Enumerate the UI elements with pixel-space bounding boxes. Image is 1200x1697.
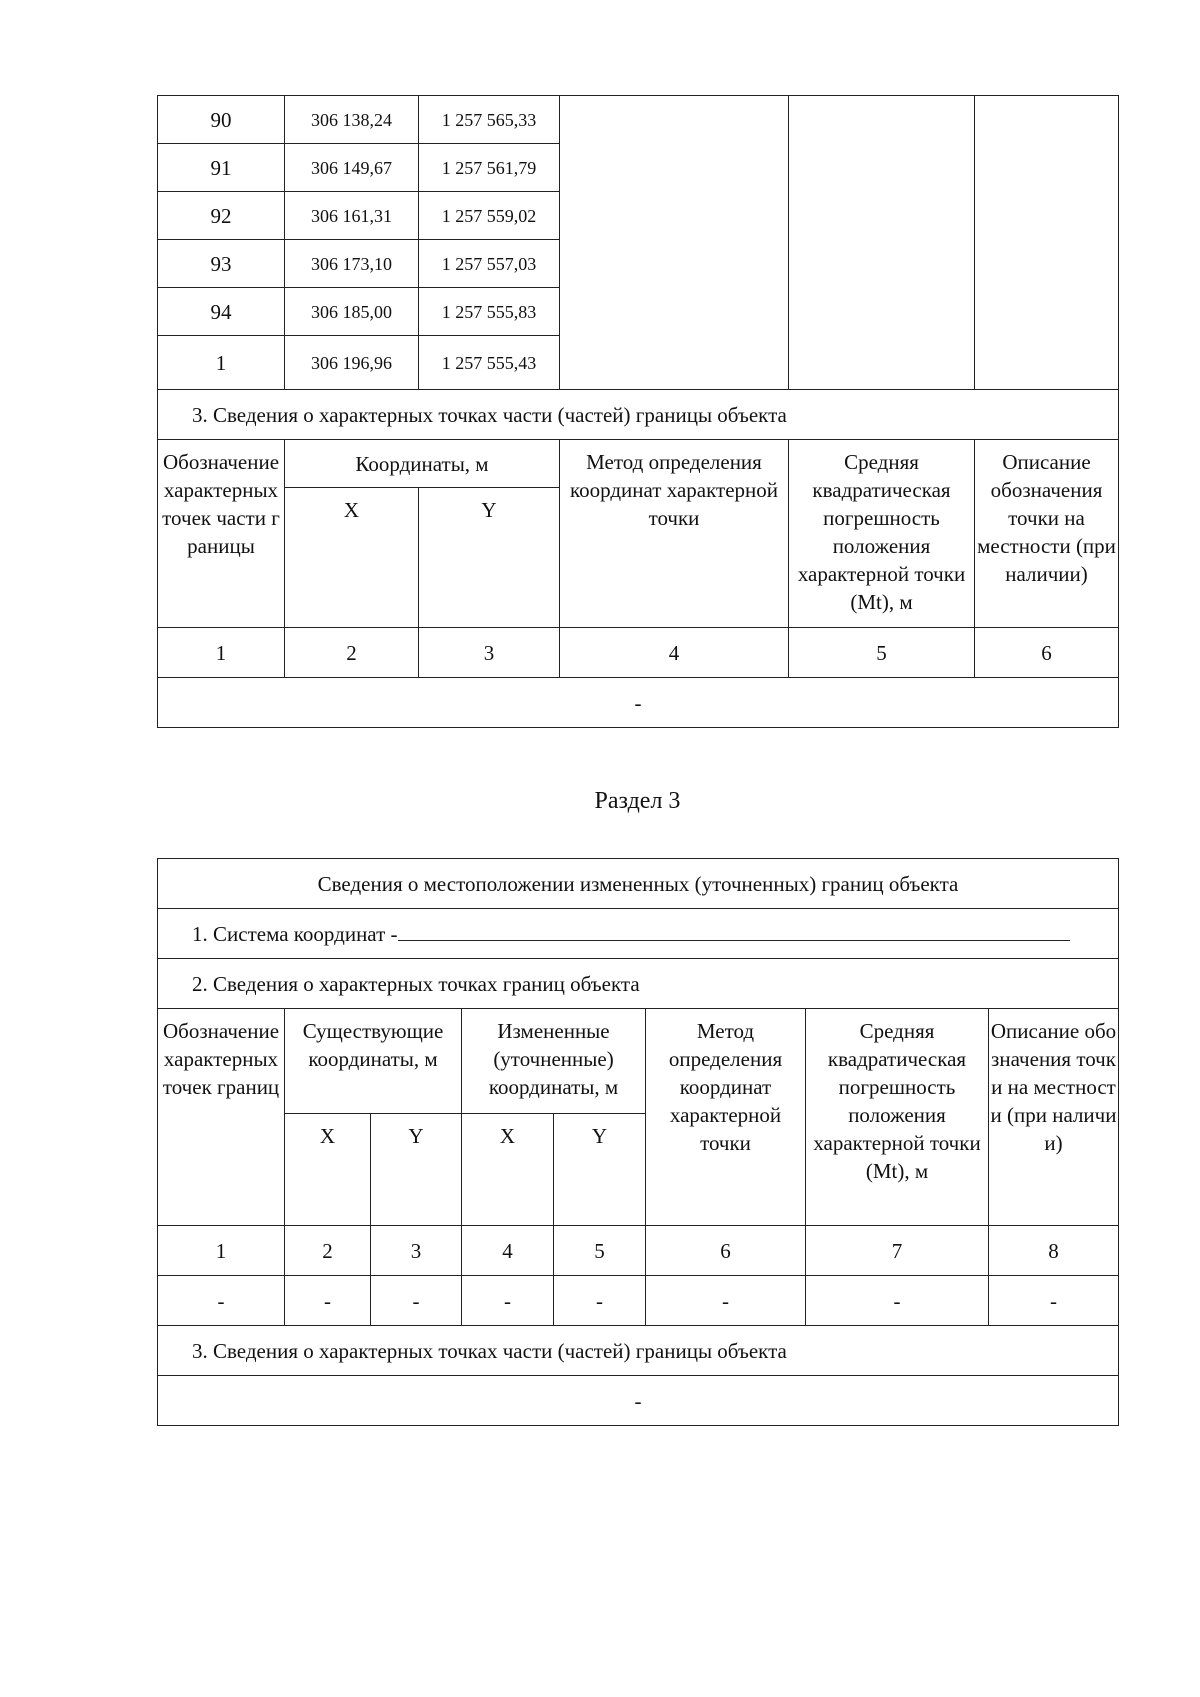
- header-designation: Обозначение характерных точек границ: [158, 1009, 285, 1226]
- empty-cell: -: [158, 1276, 285, 1326]
- point-number: 90: [158, 96, 285, 144]
- column-number: 5: [554, 1226, 646, 1276]
- column-number: 3: [371, 1226, 462, 1276]
- coordinate-x: 306 161,31: [285, 192, 419, 240]
- column-number: 1: [158, 1226, 285, 1276]
- column-numbers-row: [158, 628, 1119, 678]
- point-number: 94: [158, 288, 285, 336]
- column-number: 4: [560, 628, 789, 678]
- coordinate-y: 1 257 555,43: [419, 336, 560, 390]
- header-existing-y: Y: [371, 1114, 462, 1226]
- header-x: X: [285, 488, 419, 628]
- empty-cell: -: [371, 1276, 462, 1326]
- point-number: 92: [158, 192, 285, 240]
- coordinate-system-blank: [398, 920, 1070, 941]
- header-accuracy: Средняя квадратическая погрешность положения характерной точки (Mt), м: [806, 1009, 989, 1226]
- coordinate-y: 1 257 559,02: [419, 192, 560, 240]
- header-coordinates: Координаты, м: [285, 440, 560, 488]
- changed-boundaries-table: [157, 858, 1119, 1426]
- table-row: [158, 96, 1119, 144]
- column-number: 6: [646, 1226, 806, 1276]
- empty-value: -: [158, 1376, 1119, 1426]
- column-number: 2: [285, 1226, 371, 1276]
- coordinate-x: 306 149,67: [285, 144, 419, 192]
- coordinate-system-row: [158, 909, 1119, 959]
- header-method: Метод определения координат характерной точки: [646, 1009, 806, 1226]
- empty-cell: -: [989, 1276, 1119, 1326]
- header-method: Метод определения координат характерной точки: [560, 440, 789, 628]
- header-description: Описание обозначения точки на местности (при наличии): [989, 1009, 1119, 1226]
- empty-cell: -: [806, 1276, 989, 1326]
- section-title: 3. Сведения о характерных точках части (частей) границы объекта: [158, 390, 1119, 440]
- section-title: 2. Сведения о характерных точках границ объекта: [158, 959, 1119, 1009]
- section-title: 3. Сведения о характерных точках части (частей) границы объекта: [158, 1326, 1119, 1376]
- coordinate-x: 306 138,24: [285, 96, 419, 144]
- header-y: Y: [419, 488, 560, 628]
- header-existing-x: X: [285, 1114, 371, 1226]
- column-number: 3: [419, 628, 560, 678]
- header-changed-x: X: [462, 1114, 554, 1226]
- column-number: 2: [285, 628, 419, 678]
- coordinate-y: 1 257 555,83: [419, 288, 560, 336]
- header-accuracy: Средняя квадратическая погрешность положения характерной точки (Mt), м: [789, 440, 975, 628]
- empty-cell: -: [554, 1276, 646, 1326]
- column-number: 5: [789, 628, 975, 678]
- table-title: Сведения о местоположении измененных (уточненных) границ объекта: [158, 859, 1119, 909]
- empty-cell: -: [285, 1276, 371, 1326]
- column-number: 1: [158, 628, 285, 678]
- coordinate-x: 306 196,96: [285, 336, 419, 390]
- coordinate-system-label: 1. Система координат -: [192, 921, 398, 946]
- header-changed-y: Y: [554, 1114, 646, 1226]
- header-changed-coordinates: Измененные (уточненные) координаты, м: [462, 1009, 646, 1114]
- column-number: 4: [462, 1226, 554, 1276]
- point-number: 1: [158, 336, 285, 390]
- boundary-points-table: [157, 95, 1119, 728]
- column-number: 7: [806, 1226, 989, 1276]
- header-designation: Обозначение характерных точек части границы: [158, 440, 285, 628]
- point-number: 93: [158, 240, 285, 288]
- empty-cell: -: [646, 1276, 806, 1326]
- description-cell: [975, 96, 1119, 390]
- point-number: 91: [158, 144, 285, 192]
- empty-cell: -: [462, 1276, 554, 1326]
- header-description: Описание обозначения точки на местности (при наличии): [975, 440, 1119, 628]
- accuracy-cell: [789, 96, 975, 390]
- coordinate-x: 306 173,10: [285, 240, 419, 288]
- coordinate-y: 1 257 557,03: [419, 240, 560, 288]
- empty-value: -: [158, 678, 1119, 728]
- coordinate-y: 1 257 561,79: [419, 144, 560, 192]
- column-number: 6: [975, 628, 1119, 678]
- method-cell: [560, 96, 789, 390]
- section-heading: Раздел 3: [594, 788, 681, 814]
- dash-row: [158, 1276, 1119, 1326]
- coordinate-x: 306 185,00: [285, 288, 419, 336]
- column-number: 8: [989, 1226, 1119, 1276]
- column-numbers-row: [158, 1226, 1119, 1276]
- coordinate-y: 1 257 565,33: [419, 96, 560, 144]
- header-existing-coordinates: Существующие координаты, м: [285, 1009, 462, 1114]
